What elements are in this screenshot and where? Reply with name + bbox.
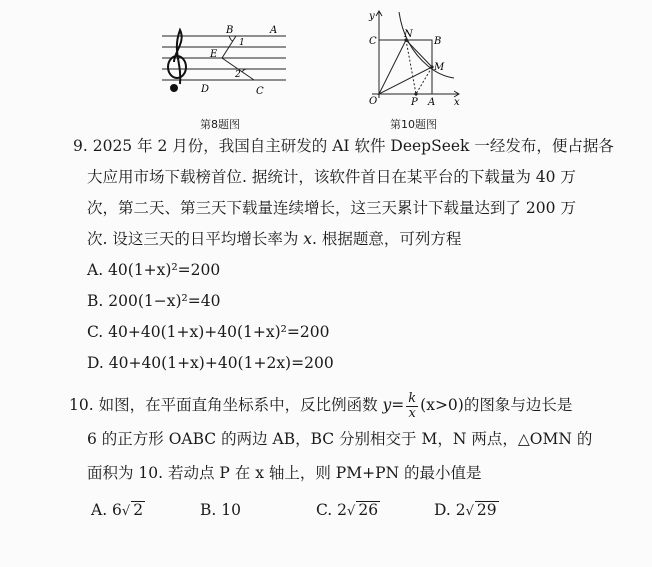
label-1: 1: [239, 38, 245, 48]
figure-8-diagram: [160, 22, 290, 100]
label-2: 2: [235, 70, 241, 80]
point-P: [414, 92, 417, 95]
q9-stem-line-3: 次，第二天、第三天下载量连续增长，这三天累计下载量达到了 200 万: [87, 199, 576, 217]
label-B: B: [226, 25, 234, 36]
fraction-k-over-x: $\frac{k}{x}$: [408, 390, 417, 421]
figure-10-diagram: [362, 6, 467, 110]
label-B: B: [434, 36, 442, 47]
q9-option-d[interactable]: D. 40+40(1+x)+40(1+2x)=200: [87, 354, 334, 372]
treble-clef: [168, 30, 186, 91]
dashed-segments: [406, 40, 432, 94]
q10-stem-line-2: 6 的正方形 OABC 的两边 AB，BC 分别相交于 M，N 两点，△OMN 的: [87, 430, 593, 448]
label-x: x: [454, 97, 460, 108]
label-A: A: [270, 25, 278, 36]
question-9: [73, 131, 633, 379]
triangle-OMN: [379, 40, 432, 94]
label-E: E: [210, 49, 218, 60]
q9-stem-line-4: 次. 设这三天的日平均增长率为 x. 根据题意，可列方程: [87, 230, 462, 248]
q10-option-c[interactable]: C. 2√ 26: [316, 501, 379, 519]
q10-option-a[interactable]: A. 6√ 2: [91, 501, 144, 519]
label-y: y: [369, 11, 375, 22]
label-D: D: [201, 84, 210, 95]
square-OABC: [379, 40, 432, 94]
angle-arc: [229, 36, 233, 41]
label-P: P: [411, 97, 418, 108]
q9-stem-line-1: 9. 2025 年 2 月份，我国自主研发的 AI 软件 DeepSeek 一经发布，便占据各: [73, 137, 614, 155]
q10-option-b[interactable]: B. 10: [200, 501, 241, 519]
q9-stem-line-2: 大应用市场下载榜首位. 据统计，该软件首日在某平台的下载量为 40 万: [87, 168, 576, 186]
q9-option-a[interactable]: A. 40(1+x)²=200: [87, 261, 221, 279]
label-C: C: [256, 86, 264, 97]
q9-option-b[interactable]: B. 200(1−x)²=40: [87, 292, 221, 310]
q10-option-d[interactable]: D. 2√ 29: [434, 501, 497, 519]
question-10: [69, 388, 633, 490]
q9-option-c[interactable]: C. 40+40(1+x)+40(1+x)²=200: [87, 323, 330, 341]
label-M: M: [434, 62, 445, 73]
q10-stem-line-3: 面积为 10. 若动点 P 在 x 轴上，则 PM+PN 的最小值是: [87, 464, 482, 482]
q10-stem-line-1: 10. 如图，在平面直角坐标系中，反比例函数 y= $\frac{k}{x}$ (x>0)的图象与边长是: [69, 390, 573, 421]
label-C: C: [369, 36, 377, 47]
label-N: N: [404, 29, 413, 40]
label-O: O: [369, 96, 378, 107]
label-A: A: [428, 97, 436, 108]
figure-8-caption: 第8题图: [200, 118, 240, 131]
figure-10-caption: 第10题图: [390, 118, 437, 131]
